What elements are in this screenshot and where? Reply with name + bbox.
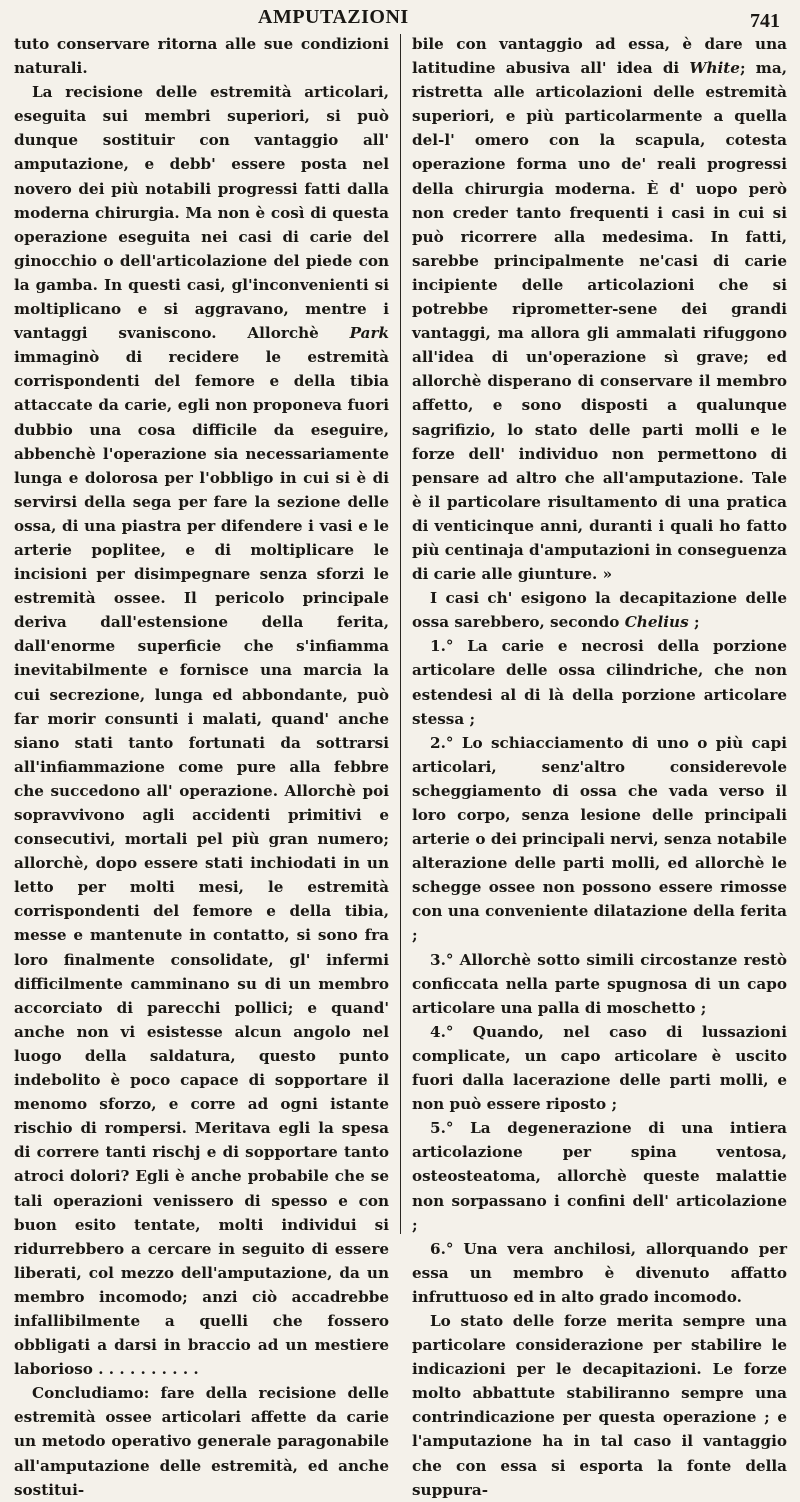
list-item: 1.° La carie e necrosi della porzione articolare delle ossa cilindriche, che non estendesi al di là della porzione articolare stessa ;	[412, 637, 787, 728]
author-name: Park	[349, 324, 389, 343]
left-column	[14, 32, 389, 1502]
right-column	[412, 32, 787, 1502]
list-item: 3.° Allorchè sotto simili circostanze restò conficcata nella parte spugnosa di un capo articolare una palla di moschetto ;	[412, 950, 787, 1017]
list-item: 4.° Quando, nel caso di lussazioni complicate, un capo articolare è uscito fuori dalla lacerazione delle parti molli, e non può essere riposto ;	[412, 1022, 787, 1114]
paragraph: tuto conservare ritorna alle sue condizioni naturali.	[14, 35, 389, 78]
paragraph: bile con vantaggio ad essa, è dare una latitudine abusiva all' idea di White; ma, ristretta alle articolazioni delle estremità superiori, e più particolarmente a quella del-l' omero con la scapula, cotesta operazione forma uno de' reali progressi della chirurgia moderna. È d' uopo però non creder tanto frequenti i casi in cui si può ricorrere alla medesima. In fatti, sarebbe principalmente ne'casi di carie incipiente delle articolazioni che si potrebbe riprometter-sene dei grandi vantaggi, ma allora gli ammalati rifuggono all'idea di un'operazione sì grave; ed allorchè disperano di conservare il membro affetto, e sono disposti a qualunque sagrifizio, lo stato delle parti molli e le forze dell' individuo non permettono di pensare ad altro che all'amputazione. Tale è il particolare risultamento di una pratica di venticinque anni, duranti i quali ho fatto più centinaja d'amputazioni in conseguenza di carie alle giunture. »	[412, 35, 787, 584]
paragraph: I casi ch' esigono la decapitazione delle ossa sarebbero, secondo Chelius ;	[412, 589, 787, 632]
author-name: Chelius	[624, 613, 689, 632]
page-number: 741	[750, 10, 780, 32]
paragraph: Lo stato delle forze merita sempre una particolare considerazione per stabilire le indicazioni per le decapitazioni. Le forze molto abbattute stabiliranno sempre una contrindicazione per questa operazione ; e l'amputazione ha in tal caso il vantaggio che con essa si esporta la fonte della suppura-	[412, 1311, 787, 1499]
list-item: 6.° Una vera anchilosi, allorquando per essa un membro è divenuto affatto infruttuoso ed in alto grado incomodo.	[412, 1239, 787, 1306]
paragraph: Concludiamo: fare della recisione delle estremità ossee articolari affette da carie un metodo operativo generale paragonabile all'amputazione delle estremità, ed anche sostitui-	[14, 1384, 389, 1499]
list-item: 5.° La degenerazione di una intiera articolazione per spina ventosa, osteosteatoma, allorchè queste malattie non sorpassano i confini dell' articolazione ;	[412, 1119, 787, 1234]
author-name: White	[689, 59, 740, 78]
paragraph: La recisione delle estremità articolari, eseguita sui membri superiori, si può dunque sostituir con vantaggio all' amputazione, e debb' essere posta nel novero dei più notabili progressi fatti dalla moderna chirurgia. Ma non è così di questa operazione eseguita nei casi di carie del ginocchio o dell'articolazione del piede con la gamba. In questi casi, gl'inconvenienti si moltiplicano e si aggravano, mentre i vantaggi svaniscono. Allorchè Park immaginò di recidere le estremità corrispondenti del femore e della tibia attaccate da carie, egli non proponeva fuori dubbio una cosa difficile da eseguire, abbenchè l'operazione sia necessariamente lunga e dolorosa per l'obbligo in cui si è di servirsi della sega per fare la sezione delle ossa, di una piastra per difendere i vasi e le arterie poplitee, e di moltiplicare le incisioni per disimpegnare senza sforzi le estremità ossee. Il pericolo principale deriva dall'estensione della ferita, dall'enorme superficie che s'infiamma inevitabilmente e fornisce una marcia la cui secrezione, lunga ed abbondante, può far morir consunti i malati, quand' anche siano stati tanto fortunati da sottrarsi all'infiammazione come pure alla febbre che succedono all' operazione. Allorchè poi sopravvivono agli accidenti primitivi e consecutivi, mortali pel più gran numero; allorchè, dopo essere stati inchiodati in un letto per molti mesi, le estremità corrispondenti del femore e della tibia, messe e mantenute in contatto, si sono fra loro finalmente consolidate, gl' infermi difficilmente camminano su di un membro accorciato di parecchi pollici; e quand' anche non vi esistesse alcun angolo nel luogo della saldatura, questo punto indebolito è poco capace di sopportare il menomo sforzo, e corre ad ogni istante rischio di rompersi. Meritava egli la spesa di correre tanti rischj e di sopportare tanto atroci dolori? Egli è anche probabile che se tali operazioni venissero di spesso e con buon esito tentate, molti individui si ridurrebbero a cercare in seguito di essere liberati, col mezzo dell'amputazione, da un membro incomodo; anzi ciò accadrebbe infallibilmente a quelli che fossero obbligati a darsi in braccio ad un mestiere laborioso . . . . . . . . . .	[14, 83, 389, 1379]
page-header	[0, 6, 800, 34]
column-divider	[400, 34, 401, 1234]
running-head: AMPUTAZIONI	[258, 6, 409, 28]
list-item: 2.° Lo schiacciamento di uno o più capi articolari, senz'altro considerevole scheggiamento di ossa che vada verso il loro corpo, senza lesione delle principali arterie o dei principali nervi, senza notabile alterazione delle parti molli, ed allorchè le schegge ossee non possono essere rimosse con una conveniente dilatazione della ferita ;	[412, 733, 787, 945]
